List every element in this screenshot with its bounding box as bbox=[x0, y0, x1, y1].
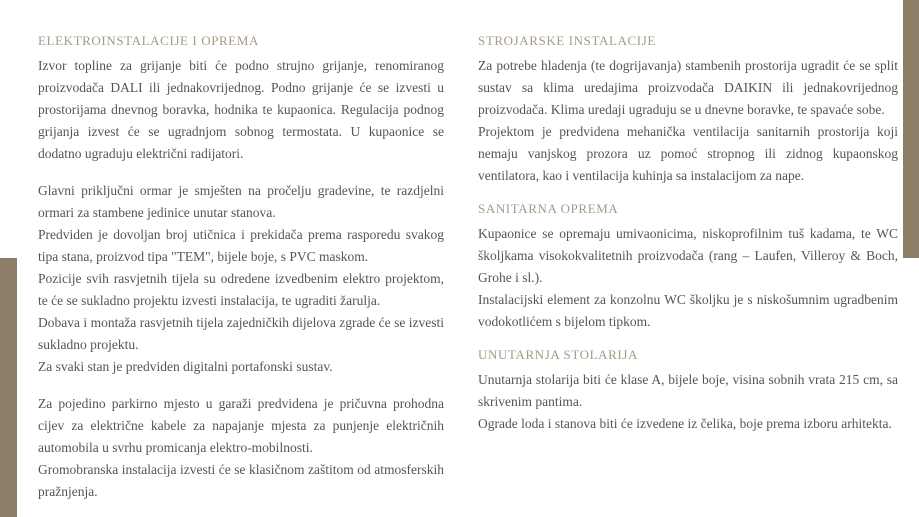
paragraph: Projektom je predvidena mehanička ventilacija sanitarnih prostorija koji nemaju vanjskog prozora uz pomoć stropnog ili zidnog kupaonskog ventilatora, kao i ventilacija kuhinja sa instalacijom za nape. bbox=[478, 124, 898, 183]
paragraph: Glavni priključni ormar je smješten na pročelju gradevine, te razdjelni ormari za stambene jedinice unutar stanova. bbox=[38, 183, 444, 220]
paragraph: Unutarnja stolarija biti će klase A, bijele boje, visina sobnih vrata 215 cm, sa skrivenim pantima. bbox=[478, 372, 898, 409]
left-column bbox=[38, 33, 444, 503]
right-column bbox=[478, 33, 898, 435]
paragraph: Izvor topline za grijanje biti će podno strujno grijanje, renomiranog proizvodača DALI ili jednakovrijednog. Podno grijanje će se izvesti u prostorijama dnevnog boravka, hodnika te kupaonica. Regulacija podnog grijanja izvest će se ugradnjom sobnog termostata. U kupaonice se dodatno ugraduju električni radijatori. bbox=[38, 58, 444, 161]
paragraph: Kupaonice se opremaju umivaonicima, niskoprofilnim tuš kadama, te WC školjkama visokokvalitetnih proizvodača (rang – Laufen, Villeroy & Boch, Grohe i sl.). bbox=[478, 226, 898, 285]
section-heading-elektroinstalacije: ELEKTROINSTALACIJE I OPREMA bbox=[38, 33, 259, 48]
paragraph: Gromobranska instalacija izvesti će se klasičnom zaštitom od atmosferskih pražnjenja. bbox=[38, 462, 444, 499]
paragraph: Instalacijski element za konzolnu WC školjku je s niskošumnim ugradbenim vodokotlićem s bijelom tipkom. bbox=[478, 292, 898, 329]
left-accent-bar bbox=[0, 258, 17, 517]
paragraph: Dobava i montaža rasvjetnih tijela zajedničkih dijelova zgrade će se izvesti sukladno projektu. bbox=[38, 315, 444, 352]
section-heading-sanitarna-oprema: SANITARNA OPREMA bbox=[478, 201, 619, 216]
paragraph: Pozicije svih rasvjetnih tijela su odredene izvedbenim elektro projektom, te će se sukladno projektu izvesti instalacija, te ugraditi žarulja. bbox=[38, 271, 444, 308]
section-heading-unutarnja-stolarija: UNUTARNJA STOLARIJA bbox=[478, 347, 638, 362]
paragraph: Za pojedino parkirno mjesto u garaži predvidena je pričuvna prohodna cijev za električne kabele za napajanje mjesta za punjenje električnih automobila u svrhu promicanja elektro-mobilnosti. bbox=[38, 396, 444, 455]
paragraph: Za svaki stan je predviden digitalni portafonski sustav. bbox=[38, 359, 333, 374]
right-accent-bar bbox=[903, 0, 919, 258]
paragraph: Ograde loda i stanova biti će izvedene iz čelika, boje prema izboru arhitekta. bbox=[478, 416, 892, 431]
paragraph: Predviden je dovoljan broj utičnica i prekidača prema rasporedu svakog tipa stana, proizvod tipa "TEM", bijele boje, s PVC maskom. bbox=[38, 227, 444, 264]
paragraph: Za potrebe hladenja (te dogrijavanja) stambenih prostorija ugradit će se split sustav sa klima uredajima proizvodača DAIKIN ili jednakovrijednog proizvodača. Klima uredaji ugraduju se u dnevne boravke, te spavaće sobe. bbox=[478, 58, 898, 117]
section-heading-strojarske-instalacije: STROJARSKE INSTALACIJE bbox=[478, 33, 656, 48]
